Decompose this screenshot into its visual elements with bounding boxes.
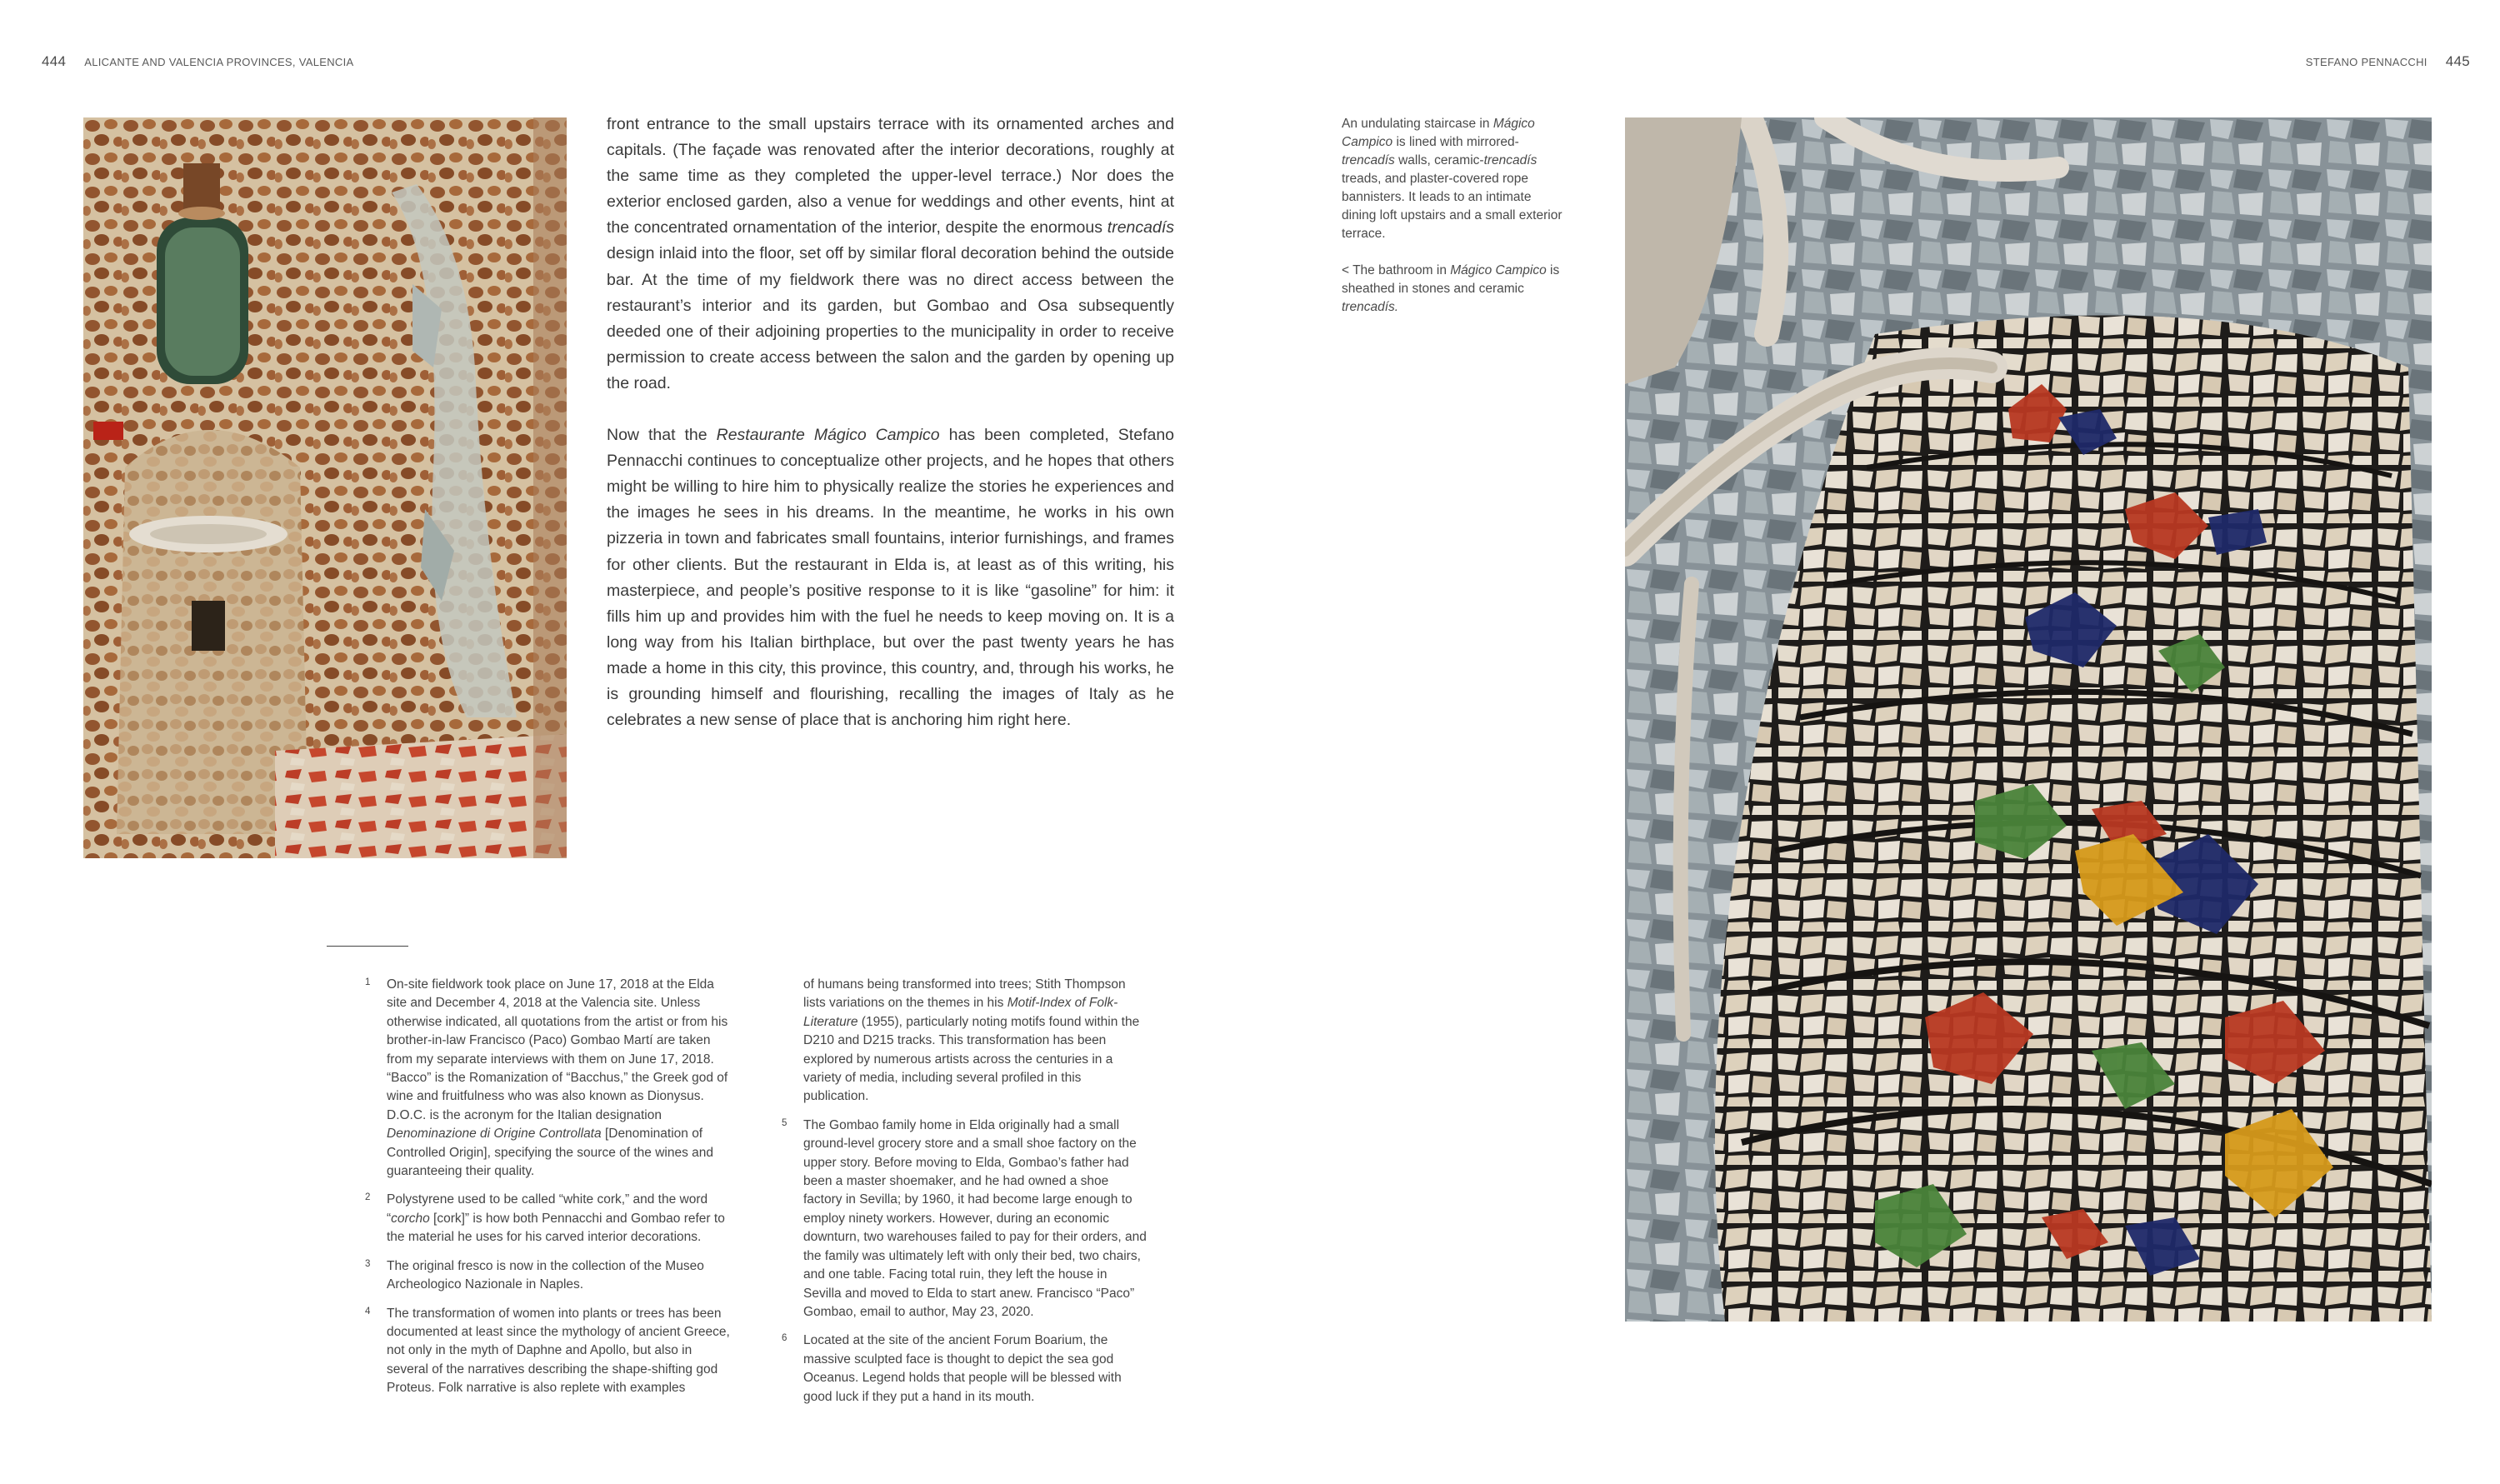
footnote-3: 3 The original fresco is now in the collection of the Museo Archeologico Nazionale in Naples. [365, 1258, 704, 1292]
running-head-right [2306, 53, 2470, 70]
footnote-5: 5 The Gombao family home in Elda originally had a small ground-level grocery store and a small shoe factory on the upper story. Before moving to Elda, Gombao’s father had been a master shoemaker, and he had owned a shoe factory in Sevilla; by 1960, it had become large enough to employ ninety workers. However, during an economic downturn, two warehouses failed to pay for their orders, and the family was ultimately left with only their bed, two chairs, and one table. Facing total ruin, they left the house in Sevilla and moved to Elda to start anew. Francisco “Paco” Gombao, email to author, May 23, 2020. [782, 1117, 1147, 1319]
bathroom-photo [83, 117, 567, 858]
footnote-rule [327, 946, 408, 947]
footnote-2: 2 Polystyrene used to be called “white cork,” and the word “corcho [cork]” is how both Pennacchi and Gombao refer to the material he uses for his carved interior decorations. [365, 1192, 725, 1245]
footnote-1: 1 On-site fieldwork took place on June 17, 2018 at the Elda site and December 4, 2018 at the Valencia site. Unless otherwise indicated, all quotations from the artist or from his brother-in-law Francisco (Paco) Gombao Martí are taken from my separate interviews with them on June 17, 2018. “Bacco” is the Romanization of “Bacchus,” the Greek god of wine and fruitfulness who was also known as Dionysus. D.O.C. is the acronym for the Italian designation Denominazione di Origine Controllata [Denomination of Controlled Origin], specifying the source of the wines and guaranteeing their quality. [365, 977, 728, 1179]
footnote-4: 4 The transformation of women into plants or trees has been documented at least since the mythology of ancient Greece, not only in the myth of Daphne and Apollo, but also in several of the narratives describing the shape-shifting god Proteus. Folk narrative is also replete with examples [365, 1306, 730, 1396]
footnotes-column-left [365, 976, 732, 1408]
body-emphasis-trencadis: trencadís [1107, 218, 1175, 237]
caption-staircase: An undulating staircase in Mágico Campico is lined with mirrored-trencadís walls, ceramic-trencadís treads, and plaster-covered rope bannisters. It leads to an intimate dining loft upstairs and a small exterior terrace. [1342, 117, 1562, 241]
left-running-title: ALICANTE AND VALENCIA PROVINCES, VALENCIA [84, 56, 354, 68]
body-paragraph-2: Now that the Restaurante Mágico Campico has been completed, Stefano Pennacchi continues to conceptualize other projects, and he hopes that others might be willing to hire him to physically realize the stories he experiences and the images he sees in his dreams. In the meantime, he works in his own pizzeria in town and fabricates small fountains, interior furnishings, and frames for other clients. But the restaurant in Elda is, at least as of this writing, his masterpiece, and people’s positive response to it is like “gasoline” for him: it fills him up and provides him with the fuel he needs to keep moving on. It is a long way from his Italian birthplace, but over the past twenty years he has made a home in this city, this province, this country, and, through his works, he is grounding himself and flourishing, recalling the images of Italy as he celebrates a new sense of place that is anchoring him right here. [607, 426, 1175, 730]
running-head-left [42, 53, 353, 70]
main-body-text [607, 112, 1174, 733]
footnote-6: 6 Located at the site of the ancient Forum Boarium, the massive sculpted face is thought to depict the sea god Oceanus. Legend holds that people will be blessed with good luck if they put a hand in its mouth. [782, 1333, 1122, 1404]
staircase-photo [1625, 117, 2432, 1322]
right-page-number: 445 [2445, 53, 2470, 69]
right-running-title: STEFANO PENNACCHI [2305, 56, 2428, 68]
left-page-number: 444 [42, 53, 67, 69]
caption-bathroom: < The bathroom in Mágico Campico is sheathed in stones and ceramic trencadís. [1342, 263, 1560, 314]
photo-captions [1342, 115, 1567, 317]
footnote-4-continued: of humans being transformed into trees; Stith Thompson lists variations on the themes in his Motif-Index of Folk-Literature (1955), particularly noting motifs found within the D210 and D215 tracks. This transformation has been explored by numerous artists across the centuries in a variety of media, including several profiled in this publication. [803, 977, 1140, 1104]
body-paragraph-1: front entrance to the small upstairs terrace with its ornamented arches and capitals. (The façade was renovated after the interior decorations, roughly at the same time as they completed the upper-level terrace.) Nor does the exterior enclosed garden, also a venue for weddings and other events, hint at the concentrated ornamentation of the interior, despite the enormous trencadís design inlaid into the floor, set off by similar floral decoration behind the outside bar. At the time of my fieldwork there was no direct access between the restaurant’s interior and its garden, but Gombao and Osa subsequently deeded one of their adjoining properties to the municipality in order to receive permission to create access between the salon and the garden by opening up the road. [607, 115, 1175, 392]
footnotes-column-right [782, 976, 1148, 1417]
body-emphasis-restaurant-name: Restaurante Mágico Campico [716, 426, 940, 445]
